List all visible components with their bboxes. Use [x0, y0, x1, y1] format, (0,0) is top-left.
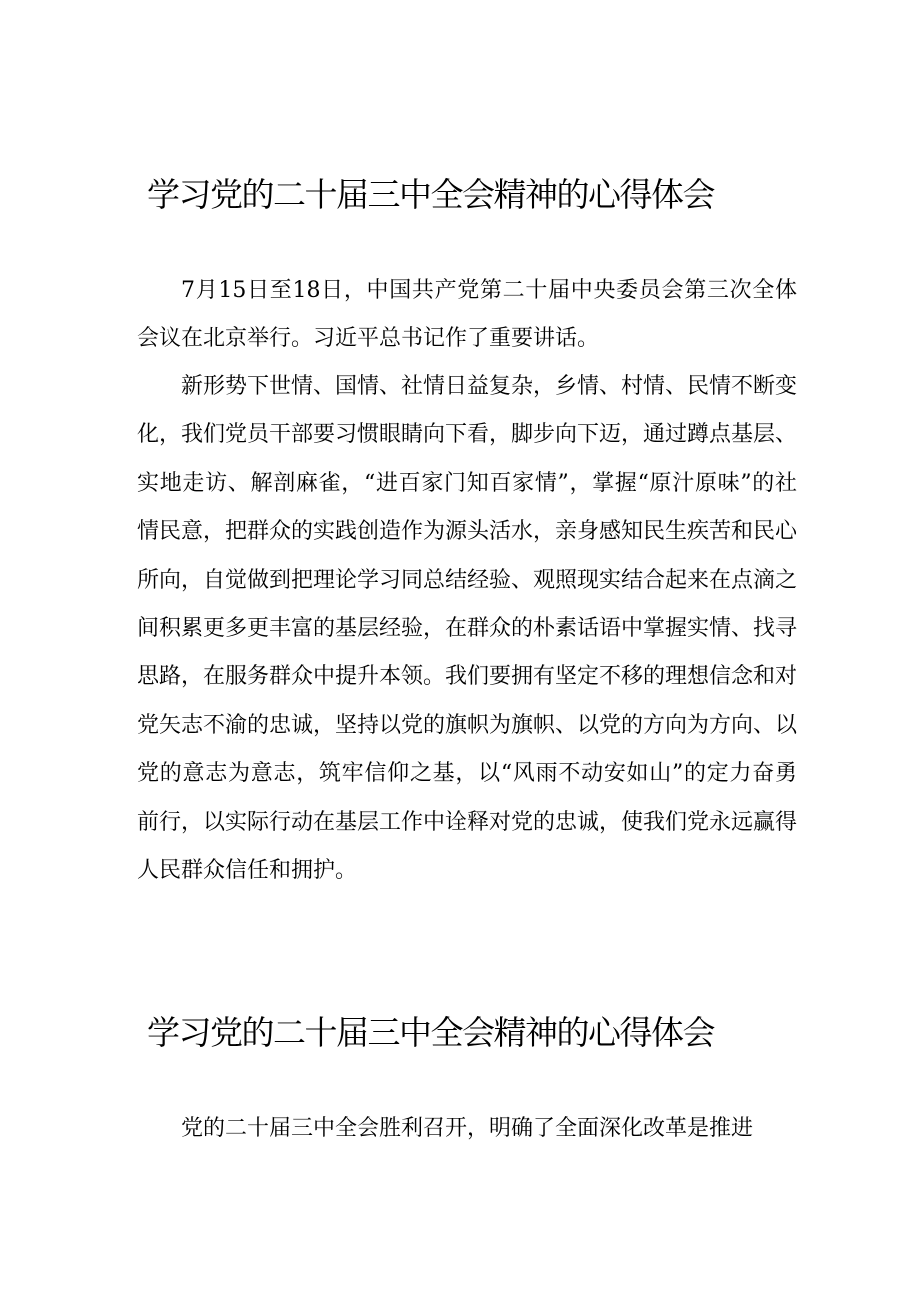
document-title: 学习党的二十届三中全会精神的心得体会: [147, 1013, 714, 1052]
paragraph: 7月15日至18日，中国共产党第二十届中央委员会第三次全体会议在北京举行。习近平总书记作了重要讲话。: [137, 278, 797, 352]
document-title: 学习党的二十届三中全会精神的心得体会: [147, 175, 714, 214]
paragraph: 新形势下世情、国情、社情日益复杂，乡情、村情、民情不断变化，我们党员干部要习惯眼睛向下看，脚步向下迈，通过蹲点基层、实地走访、解剖麻雀，“进百家门知百家情”，掌握“原汁原味”的社情民意，把群众的实践创造作为源头活水，亲身感知民生疾苦和民心所向，自觉做到把理论学习同总结经验、观照现实结合起来在点滴之间积累更多更丰富的基层经验，在群众的朴素话语中掌握实情、找寻思路，在服务群众中提升本领。我们要拥有坚定不移的理想信念和对党矢志不渝的忠诚，坚持以党的旗帜为旗帜、以党的方向为方向、以党的意志为意志，筑牢信仰之基，以“风雨不动安如山”的定力奋勇前行，以实际行动在基层工作中诠释对党的忠诚，使我们党永远赢得人民群众信任和拥护。: [137, 374, 798, 884]
paragraph: 党的二十届三中全会胜利召开，明确了全面深化改革是推进: [181, 1116, 754, 1141]
